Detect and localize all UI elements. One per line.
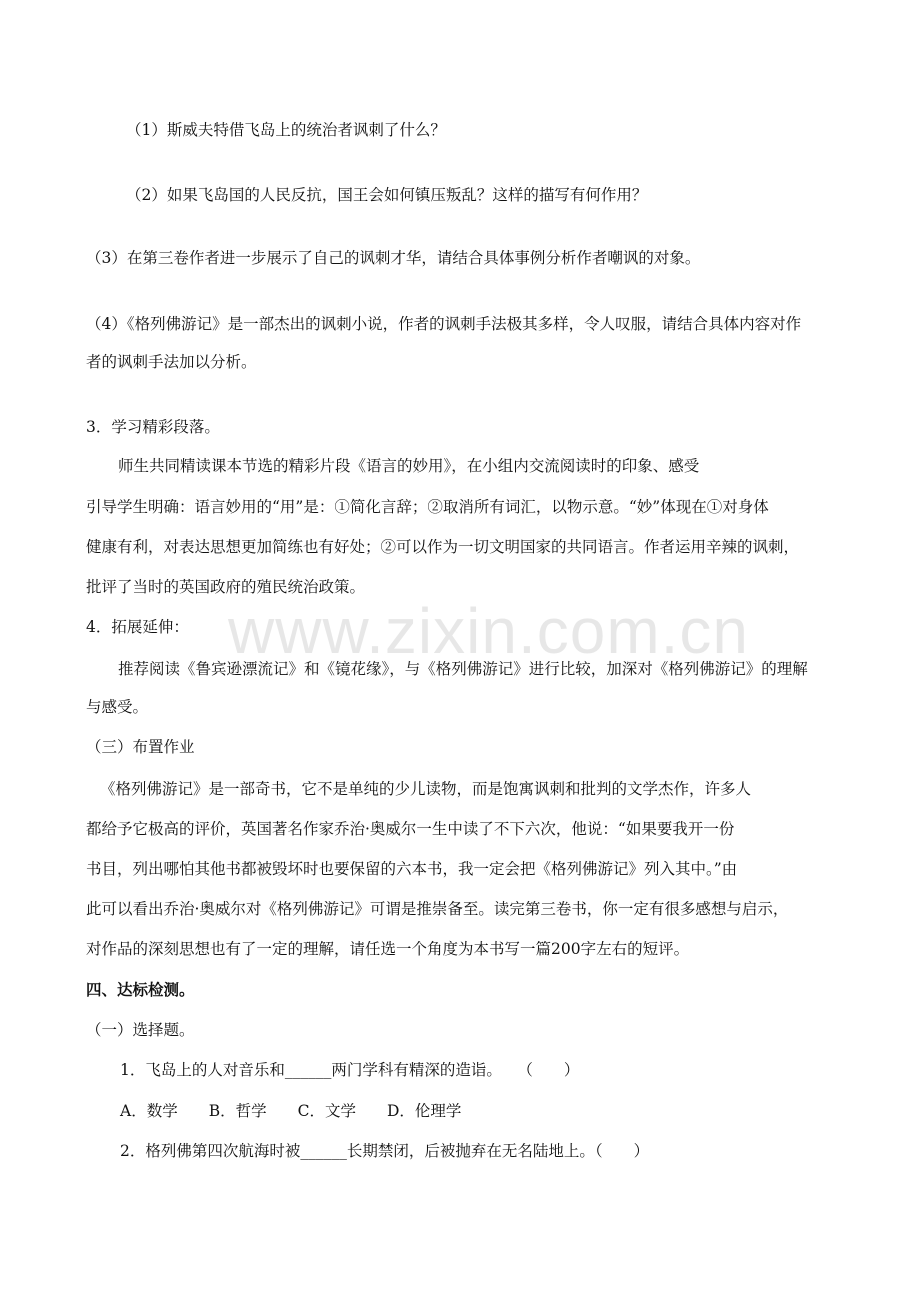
section-4-heading: 4．拓展延伸： — [86, 618, 189, 636]
test-subheading: （一）选择题。 — [86, 1021, 195, 1039]
question-4-line-1: （4）《格列佛游记》是一部杰出的讽刺小说，作者的讽刺手法极其多样，令人叹服，请结合具体内容对作 — [86, 315, 802, 333]
section-3-heading: 3．学习精彩段落。 — [86, 418, 220, 436]
watermark: www.zixin.com.cn — [228, 595, 749, 667]
question-1: （1）斯威夫特借飞岛上的统治者讽刺了什么？ — [126, 121, 446, 139]
section-3-paragraph-1: 师生共同精读课本节选的精彩片段《语言的妙用》，在小组内交流阅读时的印象、感受 — [118, 457, 700, 475]
homework-line-1: 《格列佛游记》是一部奇书，它不是单纯的少儿读物，而是饱寓讽刺和批判的文学杰作，许多人 — [100, 780, 752, 798]
multiple-choice-1: 1．飞岛上的人对音乐和______两门学科有精深的造诣。 （ ） — [120, 1061, 580, 1079]
homework-heading: （三）布置作业 — [86, 738, 195, 756]
section-4-paragraph-line-1: 推荐阅读《鲁宾逊漂流记》和《镜花缘》，与《格列佛游记》进行比较，加深对《格列佛游记》的理解 — [118, 660, 808, 678]
homework-line-2: 都给予它极高的评价，英国著名作家乔治·奥威尔一生中读了不下六次，他说：“如果要我开一份 — [86, 820, 735, 838]
test-heading: 四、达标检测。 — [86, 980, 195, 999]
section-3-paragraph-2-line-1: 引导学生明确：语言妙用的“用”是：①简化言辞；②取消所有词汇，以物示意。“妙”体现在①对身体 — [86, 498, 769, 516]
homework-line-3: 书目，列出哪怕其他书都被毁坏时也要保留的六本书，我一定会把《格列佛游记》列入其中。”由 — [86, 860, 738, 878]
homework-line-4: 此可以看出乔治·奥威尔对《格列佛游记》可谓是推崇备至。读完第三卷书，你一定有很多感想与启示， — [86, 900, 789, 918]
multiple-choice-2: 2．格列佛第四次航海时被______长期禁闭，后被抛弃在无名陆地上。（ ） — [120, 1142, 650, 1160]
question-4-line-2: 者的讽刺手法加以分析。 — [86, 353, 257, 371]
section-3-paragraph-2-line-3: 批评了当时的英国政府的殖民统治政策。 — [86, 578, 366, 596]
question-2: （2）如果飞岛国的人民反抗，国王会如何镇压叛乱？这样的描写有何作用？ — [126, 186, 648, 204]
homework-line-5: 对作品的深刻思想也有了一定的理解，请任选一个角度为本书写一篇200字左右的短评。 — [86, 940, 690, 958]
section-4-paragraph-line-2: 与感受。 — [86, 698, 149, 716]
multiple-choice-1-options: A．数学 B．哲学 C．文学 D．伦理学 — [120, 1102, 462, 1120]
question-3: （3）在第三卷作者进一步展示了自己的讽刺才华，请结合具体事例分析作者嘲讽的对象。 — [86, 249, 701, 267]
section-3-paragraph-2-line-2: 健康有利，对表达思想更加简练也有好处；②可以作为一切文明国家的共同语言。作者运用辛辣的讽刺， — [86, 538, 800, 556]
